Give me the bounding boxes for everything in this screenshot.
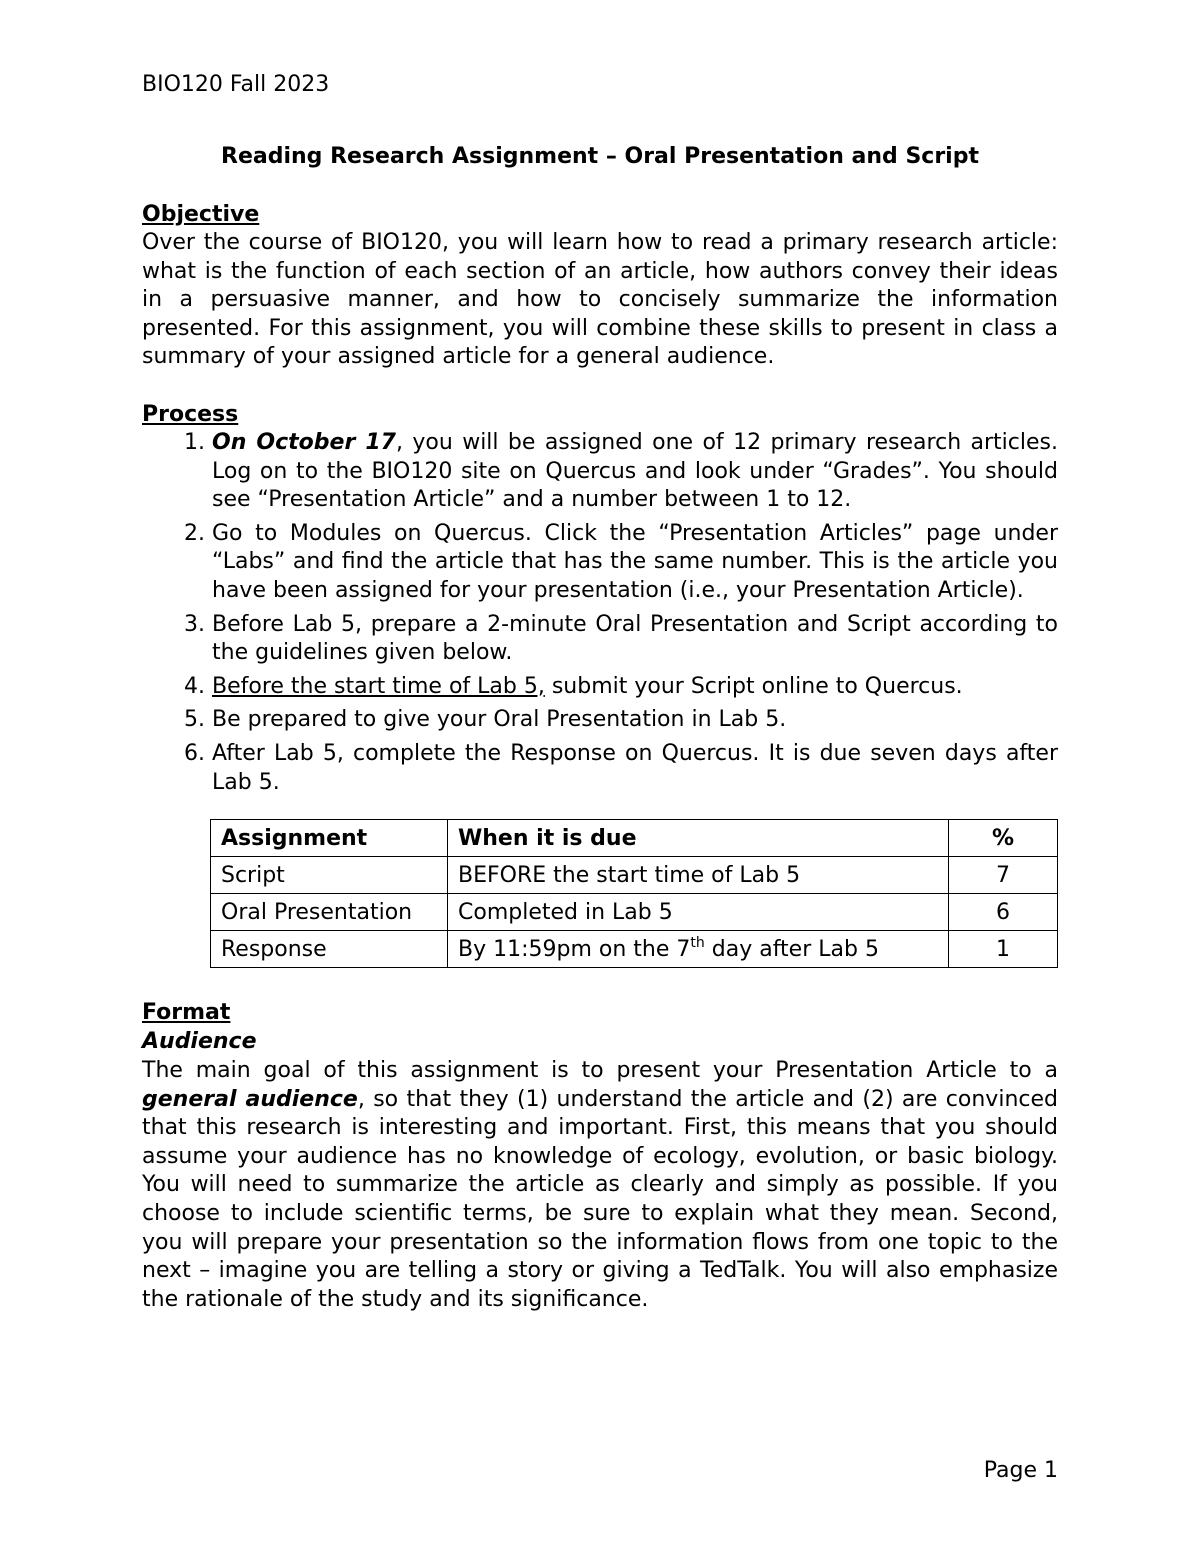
course-header: BIO120 Fall 2023	[142, 72, 330, 97]
cell-due: Completed in Lab 5	[448, 894, 949, 931]
table-row	[211, 894, 1058, 931]
general-audience-emphasis: general audience	[142, 1086, 358, 1112]
objective-heading: Objective	[142, 202, 260, 227]
document-body	[142, 200, 1058, 1314]
process-step-3: 3. Before Lab 5, prepare a 2-minute Oral Presentation and Script according to the guidelines given below.	[212, 611, 1058, 668]
table-row	[211, 931, 1058, 968]
cell-assignment: Oral Presentation	[211, 894, 448, 931]
cell-assignment: Script	[211, 857, 448, 894]
audience-text-end: , so that they (1) understand the article and (2) are convinced that this research is interesting and important. First, this means that you should assume your audience has no knowledge of ecology, evolution, or basic biology. You will need to summarize the article as clearly and simply as possible. If you choose to include scientific terms, be sure to explain what they mean. Second, you will prepare your presentation so the information flows from one topic to the next – imagine you are telling a story or giving a TedTalk. You will also emphasize the rationale of the study and its significance.	[142, 1086, 1058, 1312]
page-number: Page 1	[983, 1458, 1058, 1483]
process-heading: Process	[142, 401, 239, 427]
cell-due	[448, 931, 949, 968]
audience-subheading: Audience	[142, 1029, 257, 1055]
step-4-deadline-underlined: Before the start time of Lab 5,	[212, 673, 545, 699]
header-due: When it is due	[448, 820, 949, 857]
cell-assignment: Response	[211, 931, 448, 968]
table-header-row	[211, 820, 1058, 857]
process-steps-list	[142, 429, 1058, 797]
due-text-start: By 11:59pm on the 7	[458, 936, 691, 962]
objective-paragraph: Over the course of BIO120, you will learn how to read a primary research article: what is the function of each section of an article, how authors convey their ideas in a persuasive manner, and how to concisely summarize the information presented. For this assignment, you will combine these skills to present in class a summary of your assigned article for a general audience.	[142, 230, 1058, 370]
cell-due: BEFORE the start time of Lab 5	[448, 857, 949, 894]
step-1-text: , you will be assigned one of 12 primary research articles. Log on to the BIO120 site on Quercus and look under “Grades”. You should see “Presentation Article” and a number between 1 to 12.	[212, 429, 1058, 513]
header-assignment: Assignment	[211, 820, 448, 857]
process-step-5: 5. Be prepared to give your Oral Presentation in Lab 5.	[212, 706, 1058, 735]
cell-percent: 6	[949, 894, 1058, 931]
step-4-text: submit your Script online to Quercus.	[544, 673, 963, 699]
format-heading: Format	[142, 1000, 231, 1026]
process-step-4	[212, 673, 1058, 702]
process-step-2: 2. Go to Modules on Quercus. Click the “Presentation Articles” page under “Labs” and find the article that has the same number. This is the article you have been assigned for your presentation (i.e., your Presentation Article).	[212, 520, 1058, 606]
header-percent: %	[949, 820, 1058, 857]
cell-percent: 1	[949, 931, 1058, 968]
audience-paragraph	[142, 1057, 1058, 1314]
process-step-6: 6. After Lab 5, complete the Response on Quercus. It is due seven days after Lab 5.	[212, 740, 1058, 797]
due-text-end: day after Lab 5	[704, 936, 879, 962]
document-title: Reading Research Assignment – Oral Presentation and Script	[221, 144, 979, 169]
step-1-date-emphasis: On October 17	[212, 429, 396, 455]
table-row	[211, 857, 1058, 894]
process-step-1	[212, 429, 1058, 515]
assignment-table	[210, 819, 1058, 968]
due-superscript: th	[690, 934, 705, 951]
audience-text-start: The main goal of this assignment is to present your Presentation Article to a	[142, 1058, 1058, 1084]
cell-percent: 7	[949, 857, 1058, 894]
